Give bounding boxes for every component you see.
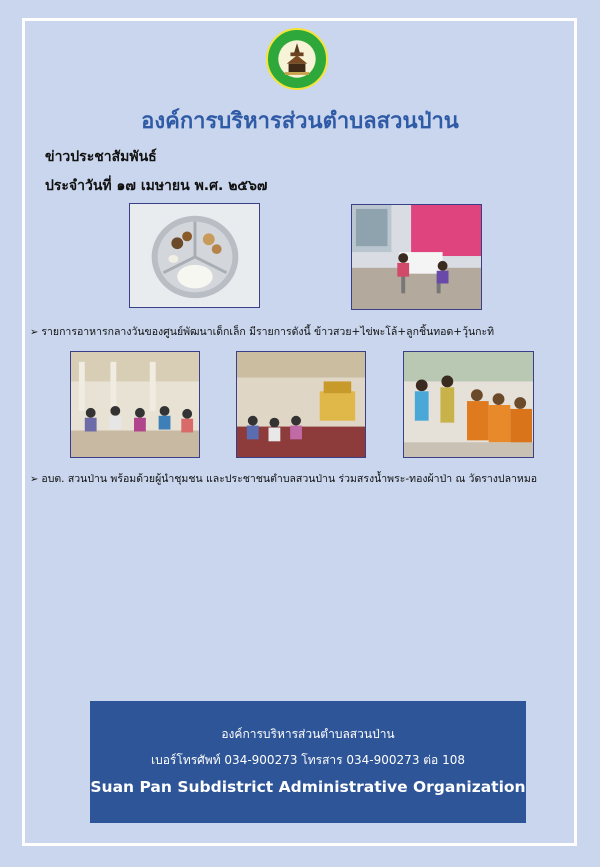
temple-gathering-photo bbox=[70, 351, 200, 458]
news-subtitle: ข่าวประชาสัมพันธ์ bbox=[45, 149, 157, 165]
monks-water-pouring-photo bbox=[403, 351, 534, 458]
arrow-bullet-icon: ➢ bbox=[30, 474, 39, 485]
ceremony-caption bbox=[30, 470, 537, 487]
children-eating-photo bbox=[351, 204, 482, 310]
footer-contact-numbers: เบอร์โทรศัพท์ 034-900273 โทรสาร 034-900273 ต่อ 108 bbox=[151, 753, 465, 767]
footer-contact-box bbox=[90, 701, 526, 823]
date-line: ประจำวันที่ ๑๗ เมษายน พ.ศ. ๒๕๖๗ bbox=[45, 178, 268, 194]
ceremony-text: อบต. สวนป่าน พร้อมด้วยผู้นำชุมชน และประชาชนตำบลสวนป่าน ร่วมสรงน้ำพระ-ทองผ้าป่า ณ วัดรางปลาหมอ bbox=[41, 473, 538, 485]
footer-org-name-th: องค์การบริหารส่วนตำบลสวนป่าน bbox=[221, 727, 395, 741]
suan-pan-seal-icon bbox=[266, 28, 328, 90]
organization-title: องค์การบริหารส่วนตำบลสวนป่าน bbox=[141, 109, 459, 134]
footer-org-name-en: Suan Pan Subdistrict Administrative Organization bbox=[90, 778, 526, 796]
lunch-menu-caption bbox=[30, 323, 494, 340]
lunch-tray-photo bbox=[129, 203, 260, 308]
arrow-bullet-icon: ➢ bbox=[30, 327, 39, 338]
lunch-menu-text: รายการอาหารกลางวันของศูนย์พัฒนาเด็กเล็ก มีรายการดังนี้ ข้าวสวย+ไข่พะโล้+ลูกชิ้นทอด+วุ้นกะทิ bbox=[41, 326, 495, 338]
temple-ceremony-photo bbox=[236, 351, 366, 458]
